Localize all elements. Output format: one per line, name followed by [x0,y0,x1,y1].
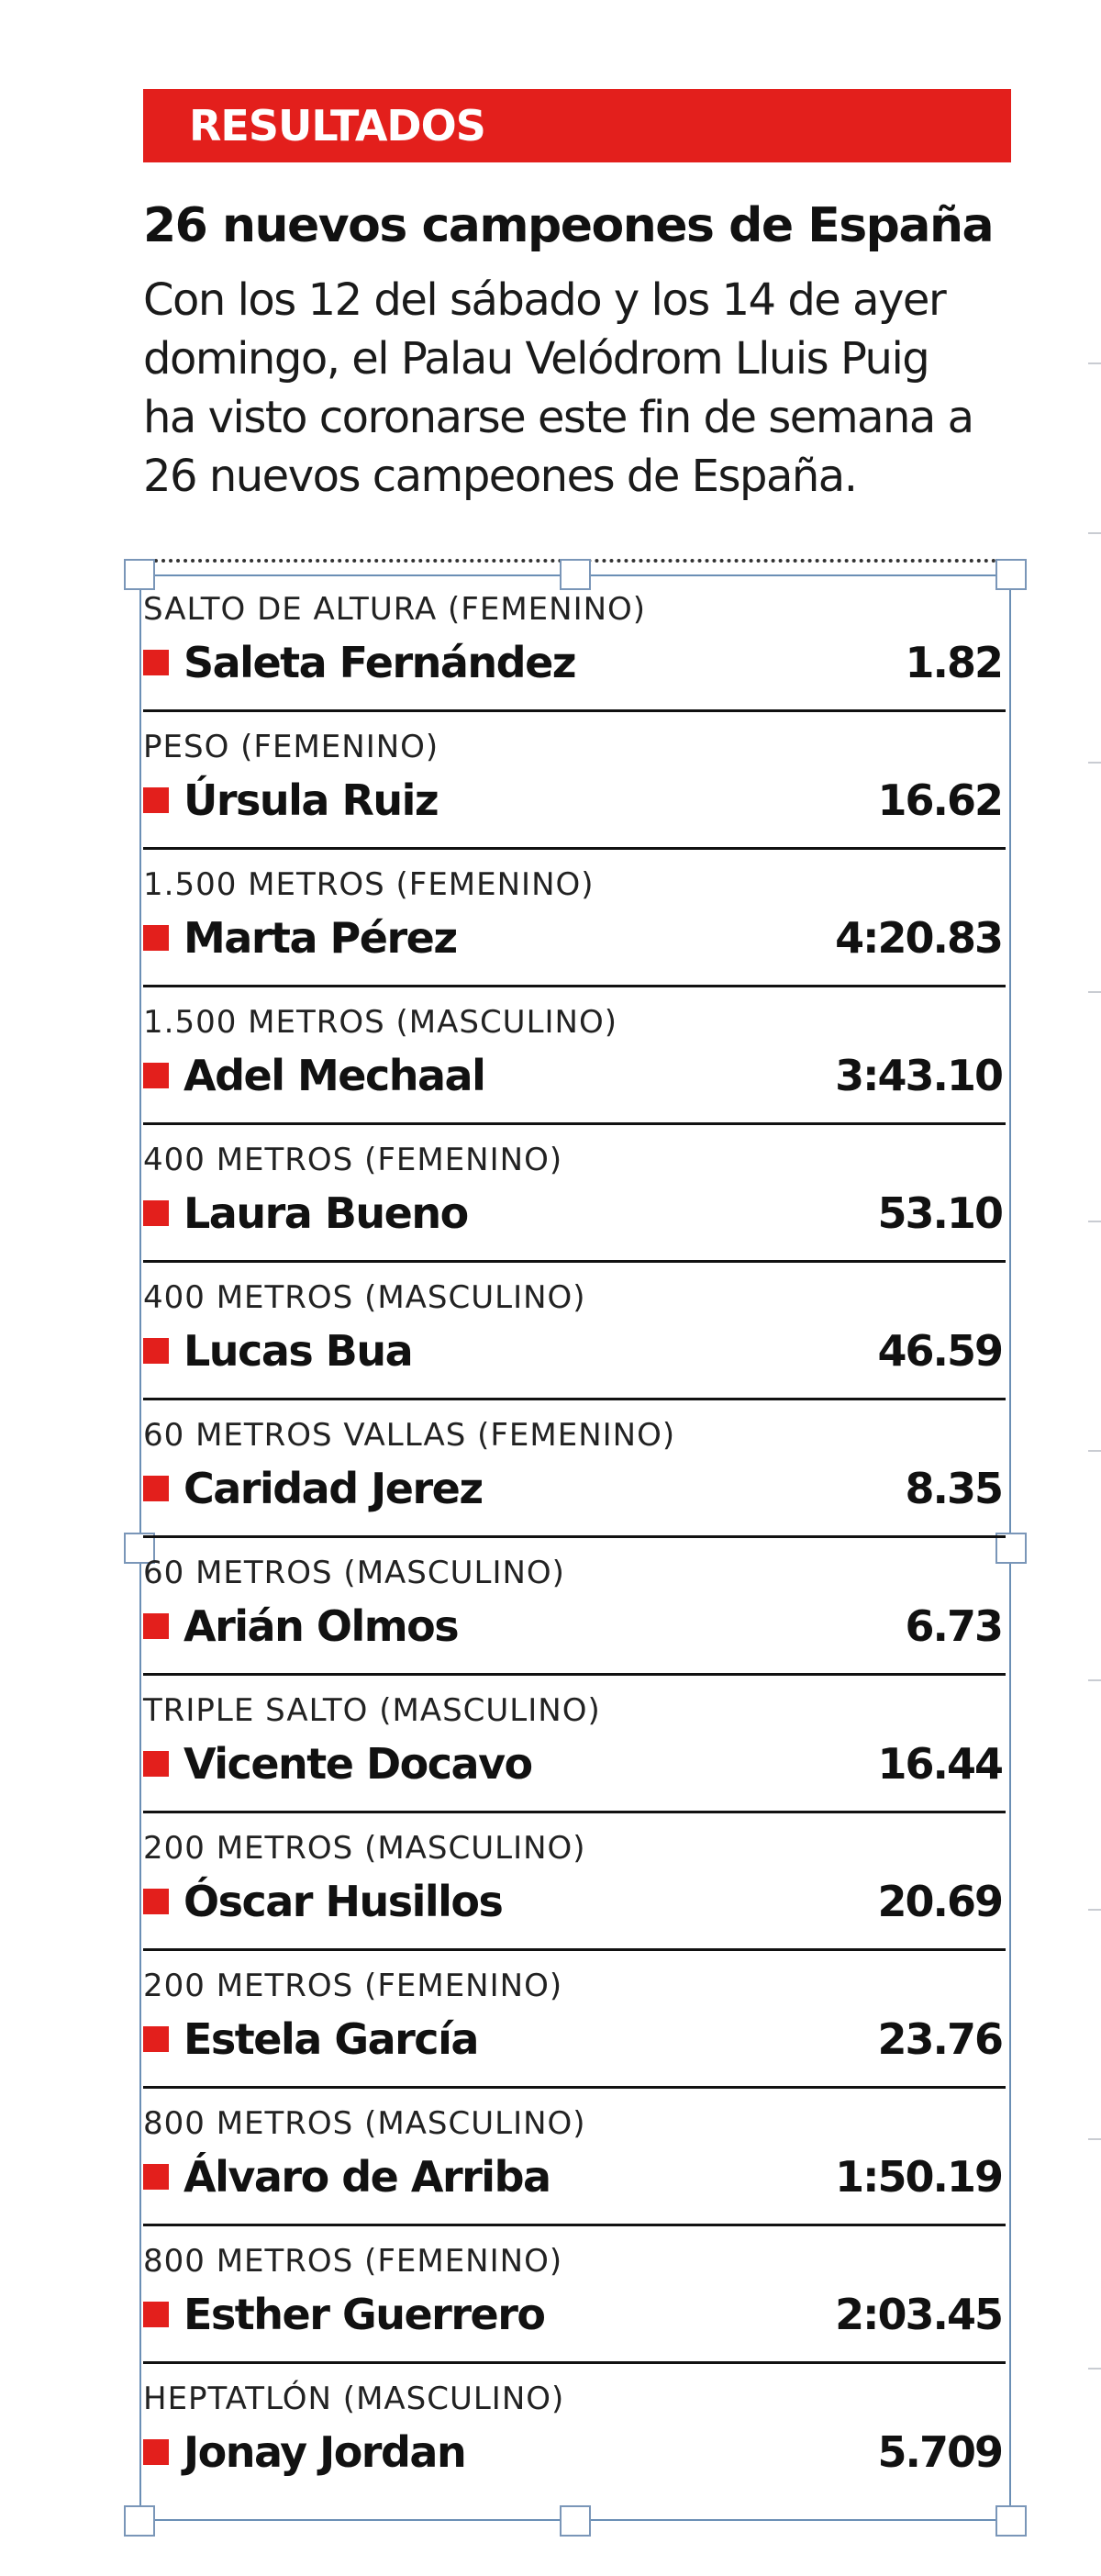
event-name: 60 METROS (MASCULINO) [143,1555,565,1591]
result-mark: 3:43.10 [835,1051,1002,1100]
resize-handle-bottom-right[interactable] [995,2505,1027,2537]
result-line [143,1186,1006,1241]
athlete-name: Caridad Jerez [184,1464,483,1513]
event-name: 200 METROS (MASCULINO) [143,1830,586,1867]
athlete-name: Vicente Docavo [184,1739,532,1789]
red-square-bullet-icon [143,1200,169,1226]
result-row [143,850,1006,987]
headline: 26 nuevos campeones de España [143,198,994,253]
column-edge-rule [1088,991,1101,993]
event-name: 60 METROS VALLAS (FEMENINO) [143,1417,676,1454]
result-mark: 16.44 [877,1739,1002,1789]
result-row [143,2364,1006,2502]
section-banner-label: RESULTADOS [189,101,485,151]
event-name: 400 METROS (MASCULINO) [143,1279,586,1316]
red-square-bullet-icon [143,1476,169,1501]
intro-line: Con los 12 del sábado y los 14 de ayer [143,274,946,326]
result-row [143,987,1006,1125]
result-row [143,712,1006,850]
red-square-bullet-icon [143,650,169,675]
result-line [143,635,1006,690]
column-edge-rule [1088,2368,1101,2370]
athlete-name: Jonay Jordan [184,2427,466,2477]
column-edge-rule [1088,2138,1101,2140]
red-square-bullet-icon [143,925,169,951]
section-banner [143,89,1011,162]
result-line [143,2287,1006,2342]
event-name: SALTO DE ALTURA (FEMENINO) [143,591,647,628]
result-mark: 2:03.45 [835,2290,1002,2339]
column-edge-rule [1088,1450,1101,1452]
red-square-bullet-icon [143,1751,169,1777]
result-line [143,2149,1006,2204]
result-row [143,1813,1006,1951]
event-name: 1.500 METROS (FEMENINO) [143,866,595,903]
result-line [143,1461,1006,1516]
result-line [143,1874,1006,1929]
result-mark: 20.69 [877,1877,1002,1926]
intro-line: 26 nuevos campeones de España. [143,451,857,502]
result-row [143,1263,1006,1400]
result-mark: 23.76 [877,2014,1002,2064]
event-name: 800 METROS (MASCULINO) [143,2105,586,2142]
event-name: 200 METROS (FEMENINO) [143,1968,563,2004]
intro-paragraph [143,271,1024,506]
event-name: PESO (FEMENINO) [143,729,439,765]
result-mark: 5.709 [877,2427,1002,2477]
red-square-bullet-icon [143,1063,169,1088]
result-line [143,1599,1006,1654]
event-name: 1.500 METROS (MASCULINO) [143,1004,617,1041]
result-mark: 4:20.83 [835,913,1002,963]
result-mark: 1.82 [905,638,1002,687]
result-mark: 1:50.19 [835,2152,1002,2202]
result-mark: 53.10 [877,1188,1002,1238]
result-line [143,1048,1006,1103]
result-line [143,1736,1006,1791]
red-square-bullet-icon [143,1889,169,1914]
red-square-bullet-icon [143,1338,169,1364]
red-square-bullet-icon [143,2164,169,2190]
result-row [143,1538,1006,1676]
athlete-name: Álvaro de Arriba [184,2152,550,2202]
athlete-name: Laura Bueno [184,1188,468,1238]
column-edge-rule [1088,762,1101,764]
athlete-name: Adel Mechaal [184,1051,485,1100]
column-edge-rule [1088,1909,1101,1911]
athlete-name: Saleta Fernández [184,638,576,687]
result-line [143,2425,1006,2480]
athlete-name: Óscar Husillos [184,1877,503,1926]
intro-line: ha visto coronarse este fin de semana a [143,392,973,443]
results-list [143,574,1006,2502]
athlete-name: Marta Pérez [184,913,457,963]
resize-handle-bottom-center[interactable] [560,2505,591,2537]
athlete-name: Lucas Bua [184,1326,413,1376]
result-row [143,1676,1006,1813]
athlete-name: Arián Olmos [184,1601,459,1651]
red-square-bullet-icon [143,2026,169,2052]
red-square-bullet-icon [143,1613,169,1639]
result-line [143,1323,1006,1378]
result-mark: 8.35 [905,1464,1002,1513]
event-name: 400 METROS (FEMENINO) [143,1142,563,1178]
column-edge-rule [1088,1221,1101,1222]
result-line [143,2012,1006,2067]
athlete-name: Esther Guerrero [184,2290,545,2339]
result-line [143,910,1006,965]
event-name: 800 METROS (FEMENINO) [143,2243,563,2280]
result-line [143,773,1006,828]
result-mark: 46.59 [877,1326,1002,1376]
intro-line: domingo, el Palau Velódrom Lluis Puig [143,333,929,385]
result-row [143,1400,1006,1538]
event-name: TRIPLE SALTO (MASCULINO) [143,1692,601,1729]
result-row [143,1951,1006,2089]
result-row [143,1125,1006,1263]
result-mark: 16.62 [877,775,1002,825]
athlete-name: Estela García [184,2014,478,2064]
column-edge-rule [1088,1679,1101,1681]
result-mark: 6.73 [905,1601,1002,1651]
red-square-bullet-icon [143,2302,169,2327]
column-edge-rule [1088,362,1101,364]
result-row [143,2226,1006,2364]
red-square-bullet-icon [143,2439,169,2465]
result-row [143,2089,1006,2226]
column-edge-rule [1088,532,1101,534]
red-square-bullet-icon [143,787,169,813]
result-row [143,574,1006,712]
resize-handle-bottom-left[interactable] [124,2505,155,2537]
event-name: HEPTATLÓN (MASCULINO) [143,2381,565,2417]
athlete-name: Úrsula Ruiz [184,775,439,825]
